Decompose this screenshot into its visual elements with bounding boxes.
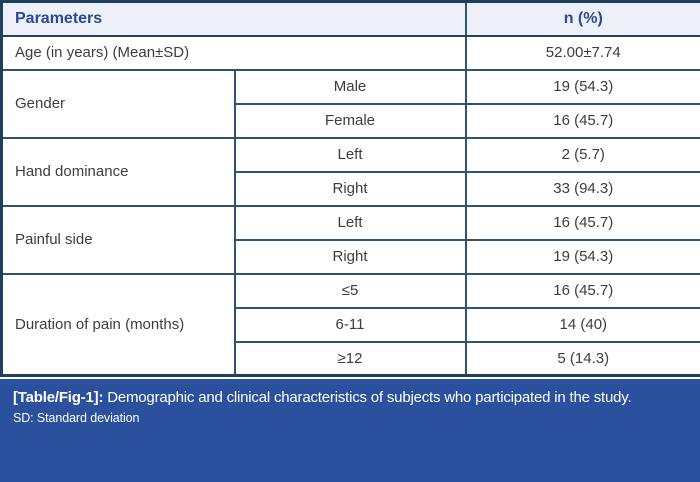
header-row (2, 2, 700, 36)
sub-label-cell-hand-right: Right (235, 172, 466, 206)
column-header-n-percent: n (%) (466, 2, 700, 36)
value-cell-age: 52.00±7.74 (466, 36, 700, 70)
value-cell-male: 19 (54.3) (466, 70, 700, 104)
param-cell-hand-dominance: Hand dominance (2, 138, 235, 206)
value-cell-duration-le5: 16 (45.7) (466, 274, 700, 308)
column-header-parameters: Parameters (2, 2, 466, 36)
value-cell-hand-left: 2 (5.7) (466, 138, 700, 172)
figure-caption (13, 388, 686, 408)
param-cell-duration: Duration of pain (months) (2, 274, 235, 376)
figure-caption-text: Demographic and clinical characteristics of subjects who participated in the study. (107, 389, 632, 406)
sub-label-cell-duration-le5: ≤5 (235, 274, 466, 308)
table-row-duration-le5 (2, 274, 700, 308)
value-cell-pain-left: 16 (45.7) (466, 206, 700, 240)
sub-label-cell-pain-right: Right (235, 240, 466, 274)
abbreviation-note: SD: Standard deviation (13, 411, 140, 426)
param-cell-gender: Gender (2, 70, 235, 138)
value-cell-duration-ge12: 5 (14.3) (466, 342, 700, 376)
value-cell-hand-right: 33 (94.3) (466, 172, 700, 206)
sub-label-cell-duration-6-11: 6-11 (235, 308, 466, 342)
param-cell-age: Age (in years) (Mean±SD) (2, 36, 466, 70)
table-row-pain-left (2, 206, 700, 240)
value-cell-female: 16 (45.7) (466, 104, 700, 138)
value-cell-duration-6-11: 14 (40) (466, 308, 700, 342)
figure-caption-bar (0, 379, 700, 482)
sub-label-cell-male: Male (235, 70, 466, 104)
table-row-gender-male (2, 70, 700, 104)
sub-label-cell-hand-left: Left (235, 138, 466, 172)
table-row-hand-left (2, 138, 700, 172)
param-cell-painful-side: Painful side (2, 206, 235, 274)
sub-label-cell-duration-ge12: ≥12 (235, 342, 466, 376)
figure-tag: [Table/Fig-1]: (13, 389, 104, 406)
sub-label-cell-pain-left: Left (235, 206, 466, 240)
sub-label-cell-female: Female (235, 104, 466, 138)
value-cell-pain-right: 19 (54.3) (466, 240, 700, 274)
table-row-age (2, 36, 700, 70)
